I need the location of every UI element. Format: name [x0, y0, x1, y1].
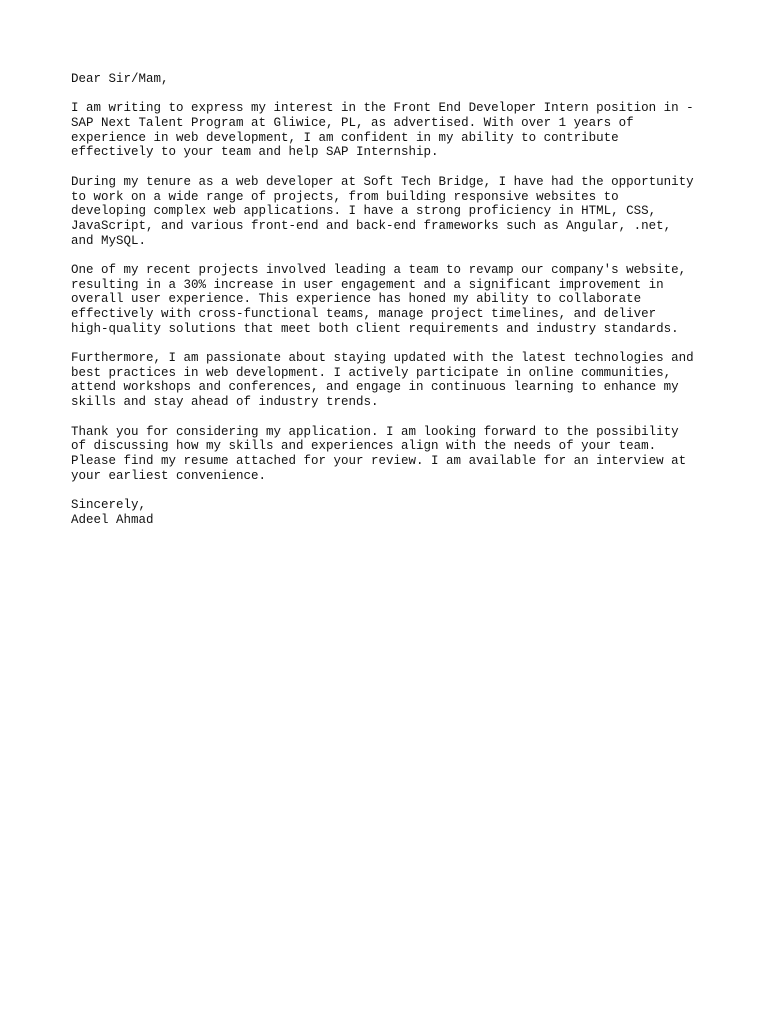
text-line: skills and stay ahead of industry trends.: [71, 395, 379, 410]
text-line: of discussing how my skills and experiences align with the needs of your team.: [71, 439, 657, 454]
signature-name: Adeel Ahmad: [71, 512, 154, 527]
text-line: high-quality solutions that meet both client requirements and industry standards.: [71, 321, 679, 336]
cover-letter: [71, 72, 711, 527]
text-line: overall user experience. This experience has honed my ability to collaborate: [71, 292, 642, 307]
text-line: developing complex web applications. I have a strong proficiency in HTML, CSS,: [71, 204, 657, 219]
salutation: [71, 72, 711, 87]
closing: [71, 498, 711, 527]
paragraph-learning: [71, 351, 711, 410]
text-line: SAP Next Talent Program at Gliwice, PL, as advertised. With over 1 years of: [71, 116, 634, 131]
text-line: Furthermore, I am passionate about staying updated with the latest technologies and: [71, 351, 694, 366]
text-line: Thank you for considering my application. I am looking forward to the possibility: [71, 424, 679, 439]
paragraph-intro: [71, 101, 711, 160]
text-line: your earliest convenience.: [71, 468, 267, 483]
text-line: to work on a wide range of projects, from building responsive websites to: [71, 189, 619, 204]
text-line: experience in web development, I am confident in my ability to contribute: [71, 130, 619, 145]
text-line: effectively with cross-functional teams, manage project timelines, and deliver: [71, 307, 657, 321]
text-line: attend workshops and conferences, and engage in continuous learning to enhance my: [71, 380, 679, 395]
text-line: resulting in a 30% increase in user engagement and a significant improvement in: [71, 277, 664, 292]
paragraph-projects: [71, 263, 711, 336]
text-line: I am writing to express my interest in the Front End Developer Intern position in -: [71, 101, 694, 116]
text-line: During my tenure as a web developer at Soft Tech Bridge, I have had the opportunity: [71, 174, 694, 189]
salutation-line: Dear Sir/Mam,: [71, 72, 169, 86]
text-line: One of my recent projects involved leading a team to revamp our company's website,: [71, 262, 687, 277]
paragraph-thanks: [71, 425, 711, 484]
paragraph-experience: [71, 175, 711, 248]
text-line: Please find my resume attached for your review. I am available for an interview at: [71, 453, 687, 468]
text-line: and MySQL.: [71, 233, 147, 248]
text-line: effectively to your team and help SAP Internship.: [71, 145, 439, 160]
text-line: best practices in web development. I actively participate in online communities,: [71, 365, 672, 380]
text-line: JavaScript, and various front-end and back-end frameworks such as Angular, .net,: [71, 218, 672, 233]
closing-line: Sincerely,: [71, 497, 147, 512]
